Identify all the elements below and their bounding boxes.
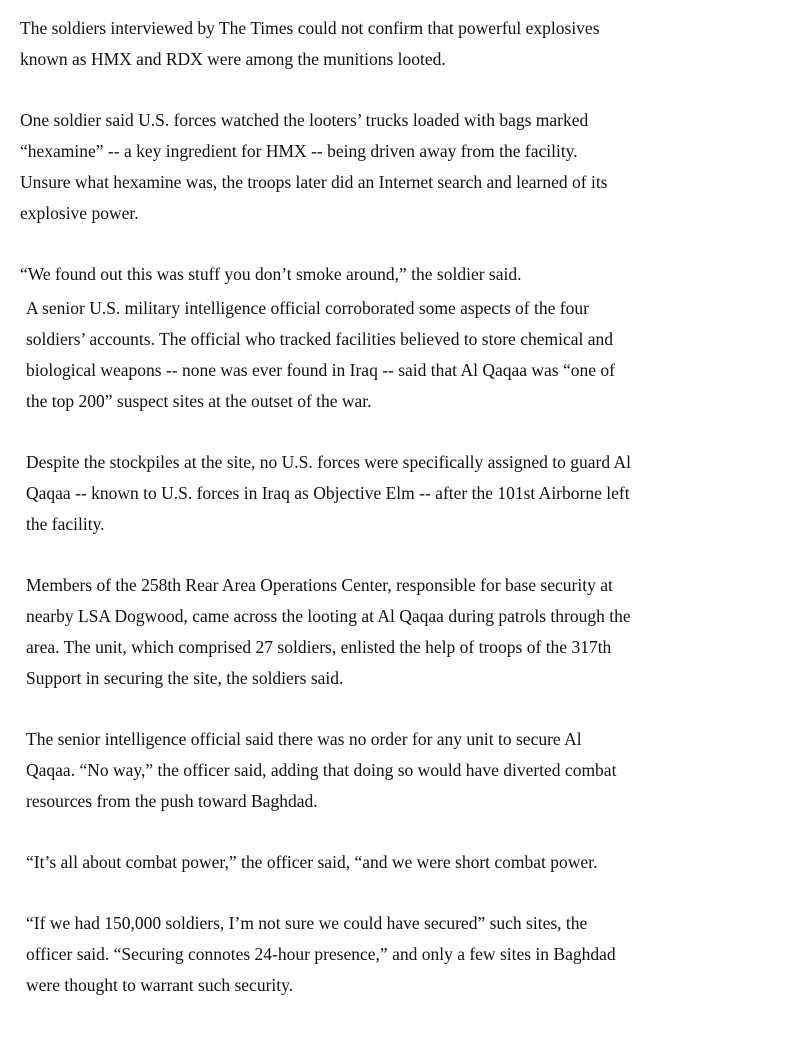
paragraph-hmx-rdx: The soldiers interviewed by The Times could not confirm that powerful explosives known as HMX and RDX were among the munitions looted. bbox=[20, 18, 600, 69]
paragraph-150000-soldiers: “If we had 150,000 soldiers, I’m not sure we could have secured” such sites, the officer said. “Securing connotes 24-hour presence,” and only a few sites in Baghdad were thought to warrant such security. bbox=[26, 913, 616, 995]
paragraph-258th-unit: Members of the 258th Rear Area Operations Center, responsible for base security at nearby LSA Dogwood, came across the looting at Al Qaqaa during patrols through the area. The unit, which comprised 27 soldiers, enlisted the help of troops of the 317th Support in securing the site, the soldiers said. bbox=[26, 575, 631, 688]
paragraph-combat-power: “It’s all about combat power,” the officer said, “and we were short combat power. bbox=[26, 852, 598, 872]
paragraph-no-order: The senior intelligence official said there was no order for any unit to secure Al Qaqaa. “No way,” the officer said, adding that doing so would have diverted combat resources from the push toward Baghdad. bbox=[26, 729, 617, 811]
paragraph-intelligence-official: A senior U.S. military intelligence official corroborated some aspects of the four soldiers’ accounts. The official who tracked facilities believed to store chemical and biological weapons -- none was ever found in Iraq -- said that Al Qaqaa was “one of the top 200” suspect sites at the outset of the war. bbox=[26, 298, 615, 411]
paragraph-objective-elm: Despite the stockpiles at the site, no U.S. forces were specifically assigned to guard Al Qaqaa -- known to U.S. forces in Iraq as Objective Elm -- after the 101st Airborne left the facility. bbox=[26, 452, 632, 534]
paragraph-hexamine: One soldier said U.S. forces watched the looters’ trucks loaded with bags marked “hexamine” -- a key ingredient for HMX -- being driven away from the facility. Unsure what hexamine was, the troops later did an Internet search and learned of its explosive power. bbox=[20, 110, 608, 223]
paragraph-soldier-quote: “We found out this was stuff you don’t smoke around,” the soldier said. bbox=[20, 264, 522, 284]
